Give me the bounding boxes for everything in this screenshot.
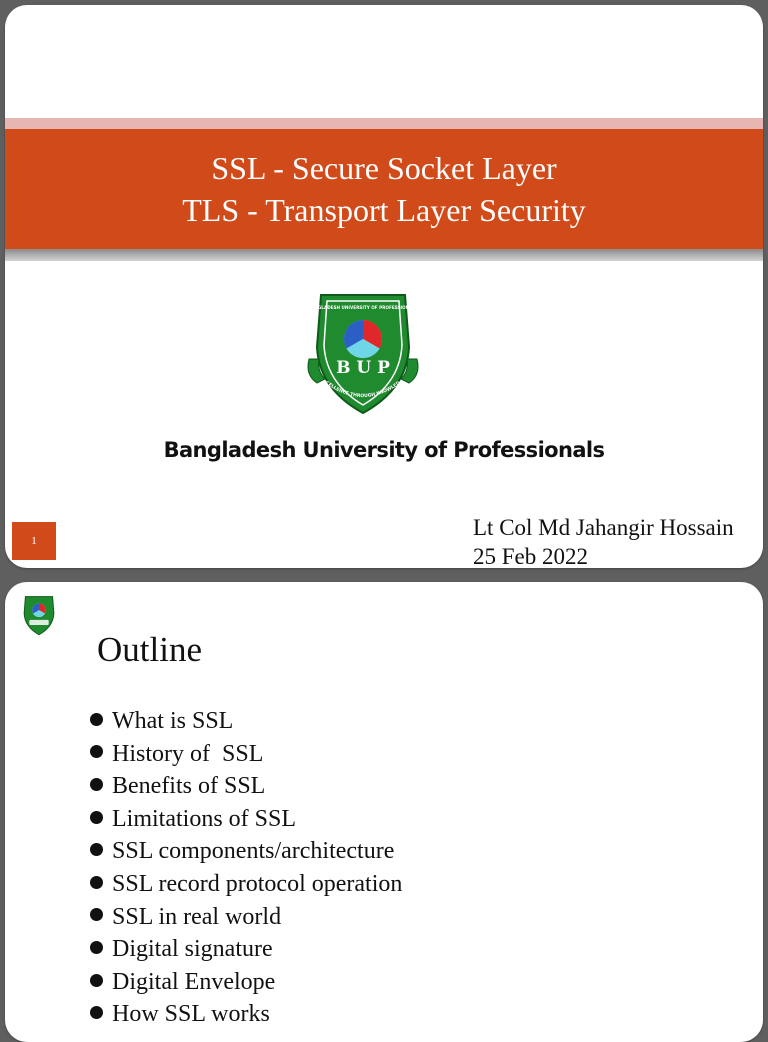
outline-list <box>90 705 402 1031</box>
outline-title: Outline <box>97 630 202 669</box>
presenter-info <box>473 513 734 568</box>
university-name: Bangladesh University of Professionals <box>163 438 605 462</box>
slide-title-line-1: SSL - Secure Socket Layer <box>211 150 557 186</box>
outline-slide <box>5 582 763 1042</box>
list-item: Benefits of SSL <box>90 770 402 803</box>
bullet-icon <box>90 974 103 987</box>
list-item: Digital Envelope <box>90 966 402 999</box>
bullet-icon <box>90 941 103 954</box>
title-band <box>5 129 763 249</box>
list-item: SSL record protocol operation <box>90 868 402 901</box>
list-item: SSL in real world <box>90 901 402 934</box>
list-item: What is SSL <box>90 705 402 738</box>
bup-logo-small <box>19 594 59 636</box>
presentation-date: 25 Feb 2022 <box>473 544 588 568</box>
list-item: How SSL works <box>90 998 402 1031</box>
title-slide <box>5 5 763 568</box>
list-item: Limitations of SSL <box>90 803 402 836</box>
bullet-icon <box>90 713 103 726</box>
logo-top-text: BANGLADESH UNIVERSITY OF PROFESSIONALS <box>307 305 419 310</box>
list-item: History of SSL <box>90 738 402 771</box>
bullet-icon <box>90 778 103 791</box>
slide-title-line-2: TLS - Transport Layer Security <box>182 192 586 228</box>
bullet-icon <box>90 745 103 758</box>
logo-letters: B U P <box>336 358 390 378</box>
title-band-shadow <box>5 249 763 261</box>
list-item: Digital signature <box>90 933 402 966</box>
presenter-name: Lt Col Md Jahangir Hossain <box>473 515 734 540</box>
bullet-icon <box>90 908 103 921</box>
list-item: SSL components/architecture <box>90 835 402 868</box>
slide-number: 1 <box>12 522 56 560</box>
bullet-icon <box>90 1006 103 1019</box>
bup-logo <box>303 287 423 417</box>
bullet-icon <box>90 876 103 889</box>
bullet-icon <box>90 843 103 856</box>
logo-motto: CELLENCE THROUGH KNOWLED <box>324 380 402 400</box>
bullet-icon <box>90 811 103 824</box>
